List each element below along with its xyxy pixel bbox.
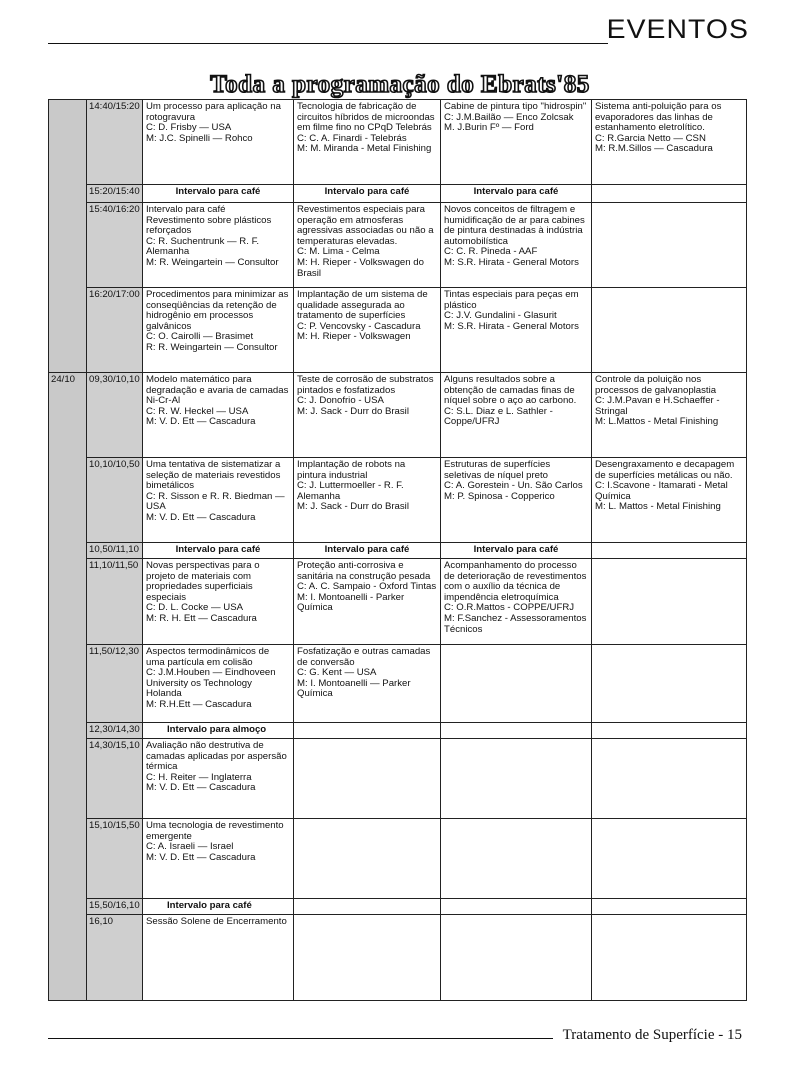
time-cell: 09,30/10,10 [87,373,143,458]
session-cell [592,458,747,543]
break-cell: Intervalo para café [294,185,441,203]
cell-text-line: M: I. Montoanelli — Parker Química [297,677,411,700]
cell-text-line: Alguns resultados sobre a obtenção de camadas finas de níquel sobre o aço ao carbono. [444,374,577,407]
table-row [49,373,747,458]
session-cell [294,899,441,915]
cell-text-line: C: S.L. Diaz e L. Sathler - Coppe/UFRJ [444,405,553,428]
cell-text-line: M: L.Mattos - Metal Finishing [595,416,719,428]
cell-text-line: Um processo para aplicação na rotogravura [146,101,281,123]
cell-text-line: C: A. Israeli — Israel [146,841,234,853]
footer-separator: - [718,1027,724,1043]
cell-text-line: C: I.Scavone - Itamarati - Metal Química [595,480,728,502]
cell-text-line: M: M. Miranda - Metal Finishing [297,143,432,155]
session-cell [592,739,747,819]
cell-text-line: Novos conceitos de filtragem e humidificação de ar para cabines de pintura destinadas à indústria automobilística [444,204,585,247]
session-cell [143,559,294,645]
cell-text-line: M: R. Weingartein — Consultor [146,256,279,268]
session-cell [294,723,441,739]
session-cell [441,899,592,915]
cell-text-line: C: H. Reiter — Inglaterra [146,771,252,783]
page-title: Toda a programação do Ebrats'85 [210,71,590,98]
cell-text-line: C: J.M.Houben — Eindhoveen University os Technology Holanda [146,667,276,700]
session-cell [592,203,747,288]
table-row [49,739,747,819]
cell-text-line: Procedimentos para minimizar as conseqüências da retenção de hidrogênio em processos galvânicos [146,289,289,332]
session-cell [294,373,441,458]
cell-text-line: Desengraxamento e decapagem de superfícies metálicas ou não. [595,459,735,481]
time-cell: 11,10/11,50 [87,559,143,645]
table-row [49,288,747,373]
cell-text-line: C: A. C. Sampaio - Oxford Tintas [297,581,437,593]
cell-text-line: M: V. D. Ett — Cascadura [146,511,256,523]
session-cell [294,203,441,288]
cell-text-line: M: P. Spinosa - Copperico [444,490,555,502]
session-cell [143,100,294,185]
session-cell [441,645,592,723]
session-cell [143,458,294,543]
cell-text-line: M: J. Sack - Durr do Brasil [297,501,409,513]
time-cell: 15:40/16:20 [87,203,143,288]
session-cell [592,373,747,458]
cell-text-line: Novas perspectivas para o projeto de materiais com propriedades superficiais especiais [146,560,260,603]
date-cell [49,100,87,373]
cell-text-line: C: D. Frisby — USA [146,122,232,134]
break-cell: Intervalo para café [143,899,294,915]
cell-text-line: Implantação de um sistema de qualidade assegurada ao tratamento de superfícies [297,289,428,322]
session-cell [294,739,441,819]
cell-text-line: R: R. Weingartein — Consultor [146,341,278,353]
time-cell: 10,10/10,50 [87,458,143,543]
time-cell: 12,30/14,30 [87,723,143,739]
time-cell: 10,50/11,10 [87,543,143,559]
session-cell [294,100,441,185]
cell-text-line: C: R. Suchentrunk — R. F. Alemanha [146,235,260,258]
session-cell: Sessão Solene de Encerramento [143,914,294,1000]
table-row [49,100,747,185]
session-cell [294,288,441,373]
cell-text-line: Sistema anti-poluição para os evaporadores das linhas de estanhamento eletrolítico. [595,101,722,134]
cell-text-line: C: O. Cairolli — Brasimet [146,331,254,343]
cell-text-line: C: G. Kent — USA [297,667,377,679]
cell-text-line: M. J.Burin Fº — Ford [444,122,534,134]
table-row [49,723,747,739]
cell-text-line: Uma tentativa de sistematizar a seleção de materiais revestidos bimetálicos [146,459,281,492]
session-cell [592,819,747,899]
cell-text-line: Estruturas de superfícies seletivas de níquel preto [444,459,551,481]
cell-text-line: Proteção anti-corrosiva e sanitária na construção pesada [297,560,431,582]
cell-text-line: C: J. Donofrio - USA [297,395,384,407]
cell-text-line: Revestimento sobre plásticos reforçados [146,214,272,237]
cell-text-line: Tecnologia de fabricação de circuitos híbridos de microondas em filme fino no CPqD Telebrás [297,101,435,134]
cell-text-line: M: V. D. Ett — Cascadura [146,851,256,863]
table-row [49,203,747,288]
table-row [49,645,747,723]
table-row [49,819,747,899]
table-row [49,185,747,203]
cell-text-line: C: P. Vencovsky - Cascadura [297,320,421,332]
cell-text-line: M: L. Mattos - Metal Finishing [595,501,721,513]
break-cell: Intervalo para café [441,185,592,203]
session-cell [592,723,747,739]
session-cell [441,203,592,288]
session-cell [441,739,592,819]
session-cell [294,645,441,723]
cell-text-line: Intervalo para café [146,204,226,215]
page-number: 15 [727,1027,742,1043]
break-cell [592,543,747,559]
session-cell [441,100,592,185]
cell-text-line: C: R. Sisson e R. R. Biedman — USA [146,490,285,513]
cell-text-line: Implantação de robots na pintura industrial [297,459,406,481]
session-cell [441,288,592,373]
session-cell [441,819,592,899]
session-cell [143,288,294,373]
session-cell [441,914,592,1000]
cell-text-line: M: J. Sack - Durr do Brasil [297,405,409,417]
time-cell: 11,50/12,30 [87,645,143,723]
cell-text-line: Tintas especiais para peças em plástico [444,289,579,311]
cell-text-line: Uma tecnologia de revestimento emergente [146,820,284,842]
session-cell [294,559,441,645]
cell-text-line: Cabine de pintura tipo "hidrospin" [444,101,587,112]
session-cell [592,914,747,1000]
cell-text-line: Acompanhamento do processo de deterioração de revestimentos com o auxílio da técnica de impendência eletroquímica [444,560,587,603]
cell-text-line: C: D. L. Cocke — USA [146,602,244,614]
session-cell [143,819,294,899]
table-row [49,559,747,645]
cell-text-line: Teste de corrosão de substratos pintados e fosfatizados [297,374,434,396]
break-cell: Intervalo para café [441,543,592,559]
table-row [49,458,747,543]
session-cell [441,559,592,645]
cell-text-line: Aspectos termodinâmicos de uma partícula em colisão [146,646,270,668]
cell-text-line: C: C. A. Finardi - Telebrás [297,132,407,144]
cell-text-line: M: S.R. Hirata - General Motors [444,256,579,268]
time-cell: 16:20/17:00 [87,288,143,373]
table-row [49,914,747,1000]
time-cell: 15:20/15:40 [87,185,143,203]
time-cell: 15,50/16,10 [87,899,143,915]
break-cell: Intervalo para café [143,543,294,559]
section-title: EVENTOS [607,14,750,44]
page-footer [563,1027,742,1044]
time-cell: 16,10 [87,914,143,1000]
session-cell [441,723,592,739]
break-cell: Intervalo para café [294,543,441,559]
session-cell [441,458,592,543]
cell-text-line: M: R.M.Sillos — Cascadura [595,143,713,155]
session-cell [294,914,441,1000]
cell-text-line: C: M. Lima - Celma [297,246,380,258]
table-row [49,543,747,559]
session-cell [143,373,294,458]
cell-text-line: C: R. W. Heckel — USA [146,405,249,417]
cell-text-line: C: R.Garcia Netto — CSN [595,132,706,144]
session-cell [294,458,441,543]
session-cell [592,899,747,915]
cell-text-line: Revestimentos especiais para operação em atmosferas agressivas associadas ou não a temperaturas elevadas. [297,204,434,247]
footer-rule [48,1038,553,1039]
cell-text-line: C: J.M.Bailão — Enco Zolcsak [444,111,574,123]
time-cell: 15,10/15,50 [87,819,143,899]
session-cell [592,288,747,373]
session-cell [143,203,294,288]
cell-text-line: C: C. R. Pineda - AAF [444,246,538,258]
session-cell [441,373,592,458]
date-cell: 24/10 [49,373,87,1001]
session-cell [143,645,294,723]
cell-text-line: Controle da poluição nos processos de galvanoplastia [595,374,717,396]
cell-text-line: C: O.R.Mattos - COPPE/UFRJ [444,602,575,614]
session-cell [294,819,441,899]
cell-text-line: C: J.M.Pavan e H.Schaeffer - Stringal [595,395,720,417]
cell-text-line: C: A. Gorestein - Un. São Carlos [444,480,583,492]
cell-text-line: M: R. H. Ett — Cascadura [146,612,257,624]
cell-text-line: M: V. D. Ett — Cascadura [146,416,256,428]
session-cell [592,559,747,645]
cell-text-line: C: J. Luttermoeller - R. F. Alemanha [297,480,404,502]
break-cell: Intervalo para café [143,185,294,203]
session-cell [143,739,294,819]
cell-text-line: M: J.C. Spinelli — Rohco [146,132,253,144]
table-row [49,899,747,915]
cell-text-line: M: H. Rieper - Volkswagen do Brasil [297,256,424,279]
cell-text-line: M: F.Sanchez - Assessoramentos Técnicos [444,612,587,635]
time-cell: 14,30/15,10 [87,739,143,819]
time-cell: 14:40/15:20 [87,100,143,185]
cell-text-line: Modelo matemático para degradação e avaria de camadas Ni-Cr-Al [146,374,289,407]
publication-name: Tratamento de Superfície [562,1027,715,1043]
session-cell [592,645,747,723]
cell-text-line: M: V. D. Ett — Cascadura [146,782,256,794]
break-cell: Intervalo para almoço [143,723,294,739]
cell-text-line: M: R.H.Ett — Cascadura [146,698,252,710]
session-cell [592,100,747,185]
schedule-table [48,99,747,1001]
cell-text-line: M: I. Montoanelli - Parker Química [297,591,405,614]
cell-text-line: C: J.V. Gundalini - Glasurit [444,310,557,322]
break-cell [592,185,747,203]
cell-text-line: M: H. Rieper - Volkswagen [297,331,411,343]
cell-text-line: Fosfatização e outras camadas de conversão [297,646,431,668]
cell-text-line: M: S.R. Hirata - General Motors [444,320,579,332]
cell-text-line: Avaliação não destrutiva de camadas aplicadas por aspersão térmica [146,740,287,773]
header-rule [48,43,608,44]
